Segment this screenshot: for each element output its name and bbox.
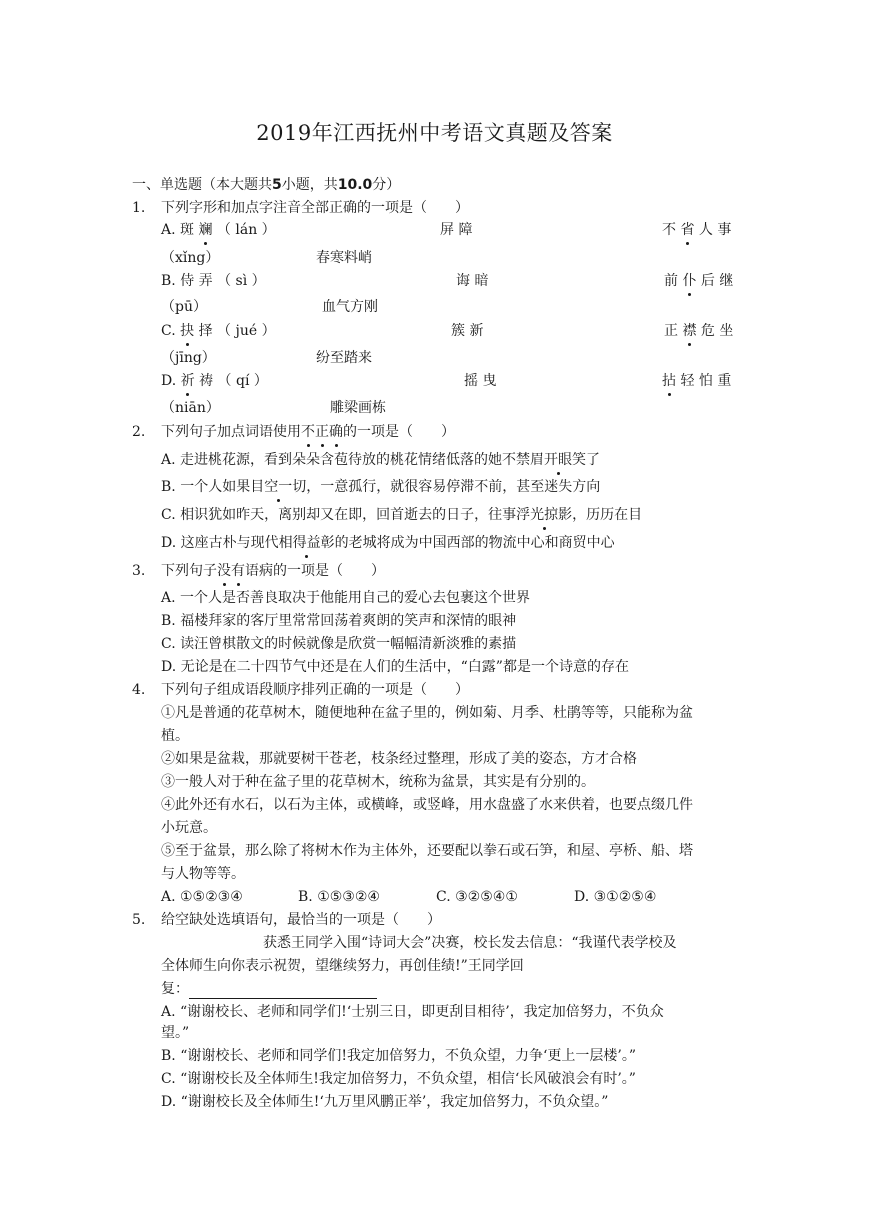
option-line: 望。” <box>161 1025 190 1041</box>
question-stem: 下列句子加点词语使用不正确的一项是（ ） <box>161 424 455 440</box>
option-idiom: 春寒料峭 <box>316 250 372 266</box>
passage-line: 与人物等等。 <box>161 866 245 882</box>
passage-line: ②如果是盆栽，那就要树干苍老，枝条经过整理，形成了美的姿态，方才合格 <box>161 751 637 767</box>
section-count: 5 <box>272 177 282 193</box>
emphasis-text: 不正确 <box>301 424 343 440</box>
option-b: B. ①⑤③②④ <box>298 889 380 905</box>
option-mid: 摇 曳 <box>464 373 497 389</box>
question-stem: 下列字形和加点字注音全部正确的一项是（ ） <box>161 200 469 216</box>
dotted-phrase: 浮光掠影 <box>516 507 573 523</box>
passage-line: 复： <box>161 979 377 999</box>
question-number: 5. <box>132 912 146 928</box>
option-line: C. 读汪曾棋散文的时候就像是欣赏一幅幅清新淡雅的素描 <box>161 636 517 652</box>
option-left: B. 侍 弄 （ sì ） <box>161 273 266 289</box>
page-title: 2019年江西抚州中考语文真题及答案 <box>256 121 613 145</box>
option-line: A. 一个人是否善良取决于他能用自己的爱心去包裹这个世界 <box>161 590 531 606</box>
option-right: 拈 轻 怕 重 <box>662 373 732 389</box>
question-number: 1. <box>132 200 146 216</box>
option-right: 不 省 人 事 <box>662 222 732 238</box>
dotted-phrase: 相得益彰 <box>278 535 335 551</box>
passage-line: 植。 <box>161 728 189 744</box>
question-stem: 下列句子没有语病的一项是（ ） <box>161 563 385 579</box>
passage-line: ⑤至于盆景，那么除了将树木作为主体外，还要配以拳石或石笋，和屋、亭桥、船、塔 <box>161 843 693 859</box>
option-pinyin: （pū） <box>161 299 207 315</box>
option-idiom: 纷至踏来 <box>316 350 372 366</box>
question-number: 2. <box>132 424 146 440</box>
option-line: B. 一个人如果目空一切，一意孤行，就很容易停滞不前，甚至迷失方向 <box>161 479 601 495</box>
option-mid: 簇 新 <box>451 323 484 339</box>
option-line: D. 这座古朴与现代相得益彰的老城将成为中国西部的物流中心和商贸中心 <box>161 535 615 551</box>
option-pinyin: （niān） <box>161 400 220 416</box>
section-end: 分） <box>372 177 401 193</box>
option-line: D. “谢谢校长及全体师生!‘九万里风鹏正举’，我定加倍努力，不负众望。” <box>161 1094 609 1110</box>
passage-line: 全体师生向你表示祝贺，望继续努力，再创佳绩!”王同学回 <box>161 958 524 974</box>
section-score: 10.0 <box>337 177 373 193</box>
option-line: B. 福楼拜家的客厅里常常回荡着爽朗的笑声和深情的眼神 <box>161 613 517 629</box>
option-line: A. 走进桃花源，看到朵朵含苞待放的桃花情绪低落的她不禁眉开眼笑了 <box>161 452 601 468</box>
option-left: A. 斑 斓 （ lán ） <box>161 222 276 238</box>
passage-line: ①凡是普通的花草树木，随便地种在盆子里的，例如菊、月季、杜鹃等等，只能称为盆 <box>161 705 693 721</box>
option-a: A. ①⑤②③④ <box>161 889 243 905</box>
option-mid: 诲 暗 <box>456 273 489 289</box>
passage-line: ④此外还有水石，以石为主体，或横峰，或竖峰，用水盘盛了水来供着，也要点缀几件 <box>161 797 693 813</box>
section-label: 一、单选题（本大题共 <box>132 177 272 193</box>
question-number: 3. <box>132 563 146 579</box>
option-left: D. 祈 祷 （ qí ） <box>161 373 268 389</box>
option-pinyin: （jīng） <box>161 350 216 366</box>
option-left: C. 抉 择 （ jué ） <box>161 323 276 339</box>
option-mid: 屏 障 <box>440 222 473 238</box>
question-number: 4. <box>132 682 146 698</box>
question-stem: 下列句子组成语段顺序排列正确的一项是（ ） <box>161 682 469 698</box>
dotted-phrase: 眉开眼笑 <box>530 452 587 468</box>
answer-blank <box>189 983 377 999</box>
section-heading <box>132 175 400 195</box>
dotted-phrase: 目空一切 <box>250 479 307 495</box>
question-stem: 给空缺处选填语句，最恰当的一项是（ ） <box>161 912 441 928</box>
section-mid: 小题，共 <box>281 177 338 193</box>
option-line: C. “谢谢校长及全体师生!我定加倍努力，不负众望，相信‘长风破浪会有时’。” <box>161 1071 636 1087</box>
option-idiom: 雕梁画栋 <box>330 400 386 416</box>
option-idiom: 血气方刚 <box>322 299 378 315</box>
option-pinyin: （xǐng） <box>161 250 220 266</box>
option-right: 前 仆 后 继 <box>664 273 734 289</box>
passage-line: 小玩意。 <box>161 820 217 836</box>
passage-line: 获悉王同学入围“诗词大会”决赛，校长发去信息：“我谨代表学校及 <box>263 935 677 951</box>
option-c: C. ③②⑤④① <box>436 889 518 905</box>
option-line: A. “谢谢校长、老师和同学们!‘士别三日，即更刮目相待’，我定加倍努力，不负众 <box>161 1004 664 1020</box>
option-line: B. “谢谢校长、老师和同学们!我定加倍努力，不负众望，力争‘更上一层楼’。” <box>161 1048 637 1064</box>
option-right: 正 襟 危 坐 <box>664 323 734 339</box>
option-d: D. ③①②⑤④ <box>574 889 657 905</box>
option-line: D. 无论是在二十四节气中还是在人们的生活中，“白露”都是一个诗意的存在 <box>161 659 629 675</box>
option-line: C. 相识犹如昨天，离别却又在即，回首逝去的日子，往事浮光掠影，历历在目 <box>161 507 643 523</box>
passage-line: ③一般人对于种在盆子里的花草树木，统称为盆景，其实是有分别的。 <box>161 774 595 790</box>
